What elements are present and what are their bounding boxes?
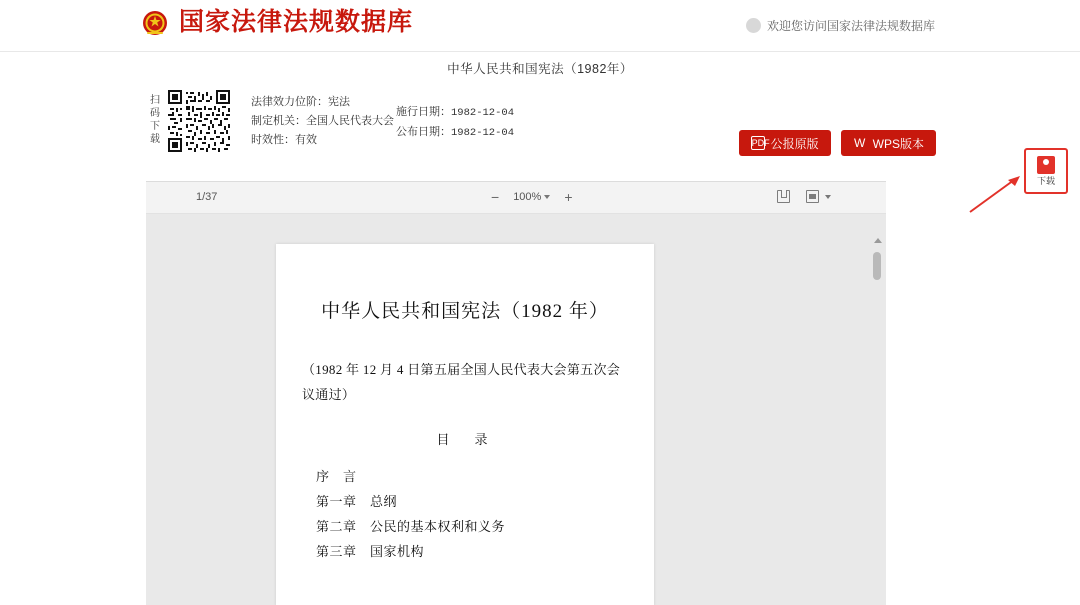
zoom-level-select[interactable] [513, 191, 550, 203]
toc-item [302, 514, 628, 539]
meta-dates [396, 103, 514, 143]
welcome-area [746, 17, 935, 34]
pdf-icon: PDF [751, 138, 770, 148]
zoom-in-button[interactable]: + [564, 189, 573, 205]
gazette-version-button[interactable] [739, 130, 831, 156]
meta-field-label: 时效性： [251, 134, 295, 146]
page-title: 中华人民共和国宪法（1982年） [447, 62, 633, 76]
document-meta [146, 90, 936, 156]
document-viewer [146, 181, 886, 605]
toc-item [302, 539, 628, 564]
meta-field-value: 宪法 [328, 96, 350, 108]
toc-item-label: 第一章 [316, 494, 357, 509]
document-heading: 中华人民共和国宪法（1982 年） [321, 301, 609, 322]
wps-icon: W [853, 136, 866, 150]
download-badge-icon [1037, 156, 1055, 174]
qr-code-icon [168, 90, 230, 152]
site-header [0, 0, 1080, 52]
floating-download-button[interactable] [1024, 148, 1068, 194]
meta-date-label: 公布日期： [396, 126, 451, 138]
toc-item-label: 第三章 [316, 544, 357, 559]
qr-scan-label: 扫码下载 [150, 95, 160, 145]
toc-item [302, 464, 628, 489]
meta-fields [251, 93, 394, 150]
print-icon[interactable] [806, 190, 819, 203]
gazette-version-label: 公报原版 [770, 136, 819, 151]
page-indicator: 1/37 [196, 191, 218, 203]
meta-date-label: 施行日期： [396, 106, 451, 118]
brand-title: 国家法律法规数据库 [179, 8, 414, 36]
meta-date-row [396, 103, 514, 123]
meta-field-value: 有效 [295, 134, 317, 146]
meta-field-value: 全国人民代表大会 [306, 115, 394, 127]
scroll-down-arrow-icon [874, 238, 882, 243]
meta-field-label: 法律效力位阶： [251, 96, 328, 108]
document-title-bar [0, 52, 1080, 84]
toc-item-text: 公民的基本权利和义务 [370, 519, 506, 534]
meta-date-value: 1982-12-04 [451, 107, 515, 119]
national-emblem-icon [140, 7, 170, 37]
red-arrow-pointer [964, 176, 1024, 216]
scrollbar-thumb[interactable] [873, 252, 881, 280]
meta-date-row [396, 123, 514, 143]
viewer-tools [777, 190, 831, 203]
zoom-out-button[interactable]: − [491, 189, 500, 205]
toc-item-label: 序 言 [316, 469, 357, 484]
floating-download-label: 下载 [1036, 176, 1055, 186]
vertical-scrollbar[interactable] [873, 252, 881, 600]
bookmark-icon[interactable] [777, 190, 790, 203]
toc-item-text: 总纲 [370, 494, 398, 509]
document-paragraph: （1982 年 12 月 4 日第五届全国人民代表大会第五次会议通过） [302, 362, 621, 402]
document-page [276, 244, 654, 605]
user-avatar-icon[interactable] [746, 18, 761, 33]
page-area[interactable] [146, 214, 886, 605]
chevron-down-icon [544, 195, 550, 199]
meta-field-row [251, 131, 394, 150]
chevron-down-icon[interactable] [825, 195, 831, 199]
meta-field-row [251, 93, 394, 112]
meta-field-label: 制定机关： [251, 115, 306, 127]
meta-actions [739, 130, 936, 156]
catalog-label: 目 录 [436, 432, 494, 447]
toc-item-text: 国家机构 [370, 544, 425, 559]
toc-item-label: 第二章 [316, 519, 357, 534]
wps-version-button[interactable] [841, 130, 936, 156]
meta-field-row [251, 112, 394, 131]
wps-version-label: WPS版本 [872, 136, 924, 151]
meta-date-value: 1982-12-04 [451, 127, 515, 139]
zoom-controls [491, 190, 573, 204]
brand[interactable] [140, 7, 413, 37]
welcome-text: 欢迎您访问国家法律法规数据库 [766, 19, 935, 33]
zoom-level-value: 100% [513, 191, 542, 203]
viewer-toolbar [146, 182, 886, 214]
toc-item [302, 489, 628, 514]
